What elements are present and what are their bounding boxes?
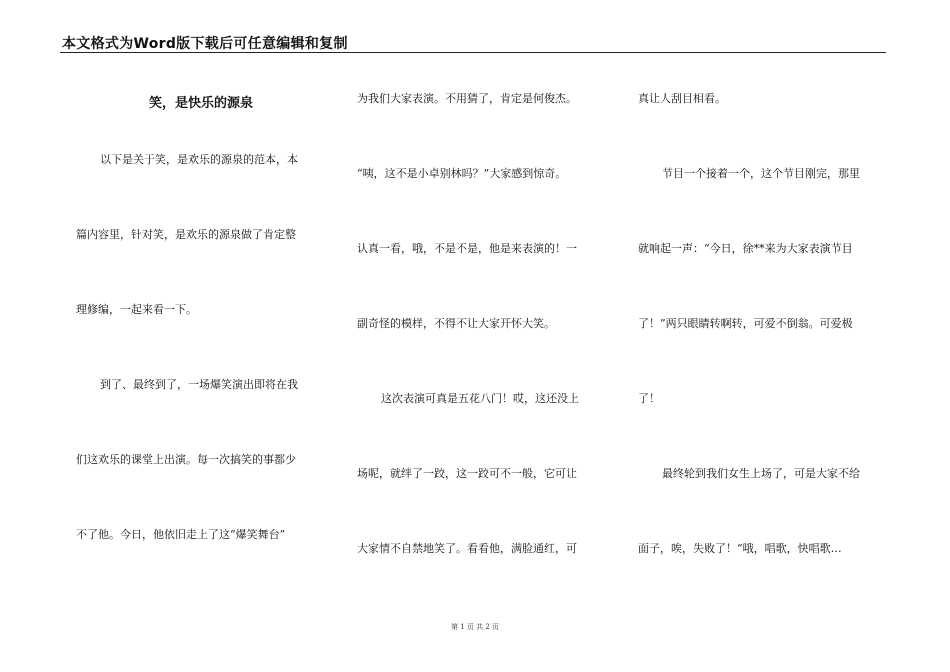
paragraph-line: 就响起一声：“今日，徐**来为大家表演节目 xyxy=(638,242,853,255)
page-number: 第 1 页 共 2 页 xyxy=(450,623,500,631)
paragraph-line: 副奇怪的模样，不得不让大家开怀大笑。 xyxy=(357,317,555,330)
paragraph-line: 为我们大家表演。不用猜了，肯定是何俊杰。 xyxy=(357,92,577,105)
article-title: 笑，是快乐的源泉 xyxy=(148,96,253,111)
paragraph-line: 节目一个接着一个，这个节目刚完，那里 xyxy=(662,167,860,180)
paragraph-line: 最终轮到我们女生上场了，可是大家不给 xyxy=(662,467,860,480)
paragraph-line: 理修编，一起来看一下。 xyxy=(76,303,197,316)
paragraph-line: 面子，唉，失败了！“哦，唱歌，快唱歌… xyxy=(638,542,842,555)
paragraph-line: 真让人刮目相看。 xyxy=(638,92,726,105)
paragraph-line: 到了、最终到了，一场爆笑演出即将在我 xyxy=(100,378,298,391)
paragraph-line: 场呢，就绊了一跤，这一跤可不一般，它可让 xyxy=(357,467,577,480)
paragraph-line: 认真一看，哦，不是不是，他是来表演的！一 xyxy=(357,242,577,255)
paragraph-line: 们这欢乐的课堂上出演。每一次搞笑的事都少 xyxy=(76,453,296,466)
paragraph-line: 以下是关于笑，是欢乐的源泉的范本，本 xyxy=(100,153,298,166)
paragraph-line: 了！”两只眼睛转啊转，可爱不倒翁。可爱极 xyxy=(638,317,853,330)
paragraph-line: 篇内容里，针对笑，是欢乐的源泉做了肯定整 xyxy=(76,228,296,241)
paragraph-line: 不了他。今日，他依旧走上了这“爆笑舞台” xyxy=(76,528,286,541)
paragraph-line: 了！ xyxy=(638,392,660,405)
paragraph-line: “咦，这不是小卓别林吗？”大家感到惊奇。 xyxy=(357,167,567,180)
document-header-title: 本文格式为Word版下载后可任意编辑和复制 xyxy=(62,36,348,52)
paragraph-line: 这次表演可真是五花八门！哎，这还没上 xyxy=(381,392,579,405)
header-divider xyxy=(60,52,886,53)
paragraph-line: 大家情不自禁地笑了。看看他，满脸通红，可 xyxy=(357,542,577,555)
